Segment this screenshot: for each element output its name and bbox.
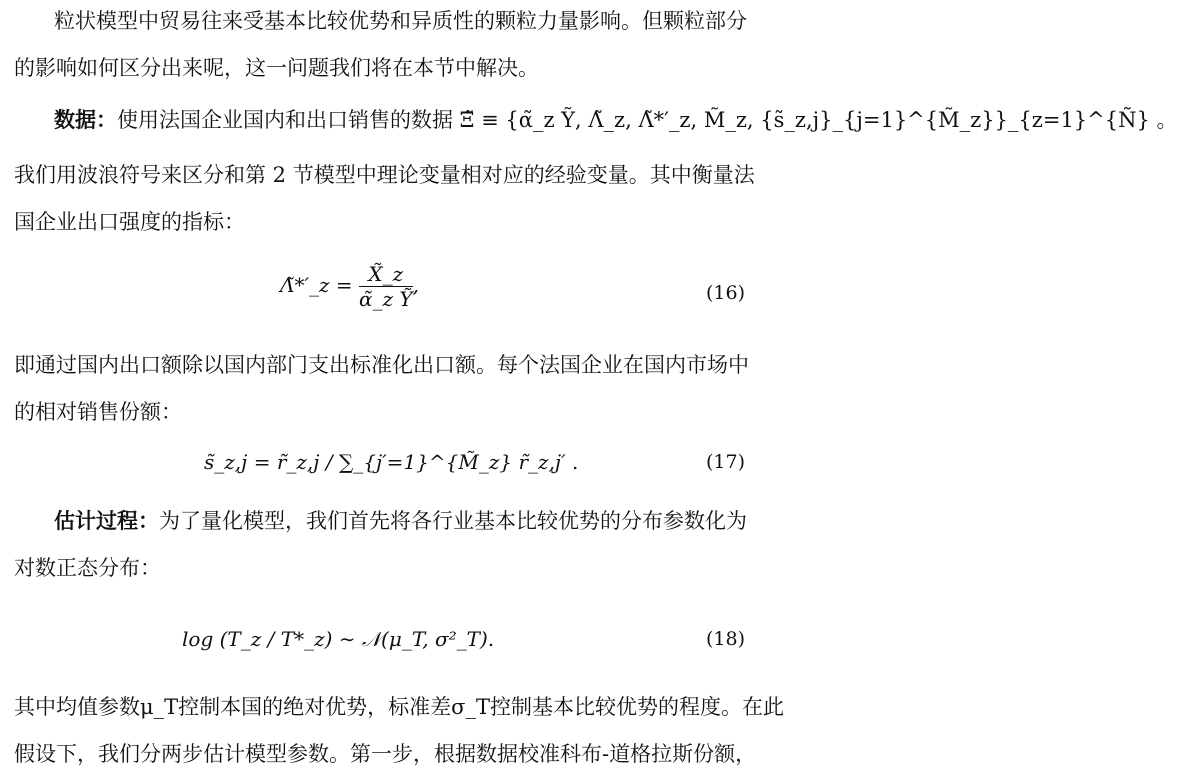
paragraph-5-line-1 — [14, 692, 851, 722]
paragraph-1-line-1 — [54, 6, 851, 36]
paragraph-3-line-2 — [14, 397, 851, 427]
paragraph-2-line-2 — [14, 160, 851, 190]
equation-17 — [0, 445, 861, 495]
text-span: 国企业出口强度的指标： — [14, 210, 245, 234]
equation-17-formula: s̃_z,j = r̃_z,j / ∑_{j′=1}^{M̃_z} r̃_z,j′ . — [204, 450, 579, 474]
eq16-numerator: X̃_z — [359, 262, 413, 287]
eq16-denominator: α̃_z Ỹ — [359, 287, 413, 311]
equation-16-formula — [280, 262, 419, 311]
text-span: 的影响如何区分出来呢，这一问题我们将在本节中解决。 — [14, 56, 539, 80]
paragraph-2-line-3 — [14, 207, 851, 237]
text-span: 对数正态分布： — [14, 556, 161, 580]
eq16-lhs: Λ̃*′_z = — [280, 273, 353, 297]
text-span: 假设下，我们分两步估计模型参数。第一步，根据数据校准科布-道格拉斯份额， — [14, 742, 757, 766]
text-span: 即通过国内出口额除以国内部门支出标准化出口额。每个法国企业在国内市场中 — [14, 353, 749, 377]
text-span: 的相对销售份额： — [14, 400, 182, 424]
paragraph-5-line-2 — [14, 739, 851, 769]
equation-18-number: (18) — [705, 628, 745, 650]
equation-16 — [0, 262, 861, 312]
data-text: 使用法国企业国内和出口销售的数据 Ξ̃ ≡ {α̃_z Ỹ, Λ̃_z, Λ̃*′_z, M̃_z, {s̃_z,j}_{j=1}^{M̃_z}}_{z=1}^{Ñ} 。 — [117, 108, 1178, 132]
text-span: 其中均值参数μ_T控制本国的绝对优势，标准差σ_T控制基本比较优势的程度。在此 — [14, 695, 784, 719]
text-span: 我们用波浪符号来区分和第 2 节模型中理论变量相对应的经验变量。其中衡量法 — [14, 163, 755, 187]
paragraph-4-line-1 — [54, 506, 851, 536]
eq16-fraction — [359, 262, 413, 311]
equation-16-number: (16) — [705, 282, 745, 304]
text-span: 粒状模型中贸易往来受基本比较优势和异质性的颗粒力量影响。但颗粒部分 — [54, 9, 747, 33]
paragraph-4-line-2 — [14, 553, 851, 583]
paragraph-2-line-1 — [54, 105, 1178, 135]
paragraph-3-line-1 — [14, 350, 851, 380]
equation-18-formula: log (T_z / T*_z) ∼ 𝒩(μ_T, σ²_T). — [182, 627, 495, 651]
estimation-label: 估计过程： — [54, 508, 159, 533]
equation-18 — [0, 622, 861, 672]
estimation-text: 为了量化模型，我们首先将各行业基本比较优势的分布参数化为 — [159, 509, 747, 533]
eq16-tail: , — [412, 273, 419, 297]
data-label: 数据： — [54, 107, 117, 132]
equation-17-number: (17) — [705, 451, 745, 473]
paragraph-1-line-2 — [14, 53, 851, 83]
